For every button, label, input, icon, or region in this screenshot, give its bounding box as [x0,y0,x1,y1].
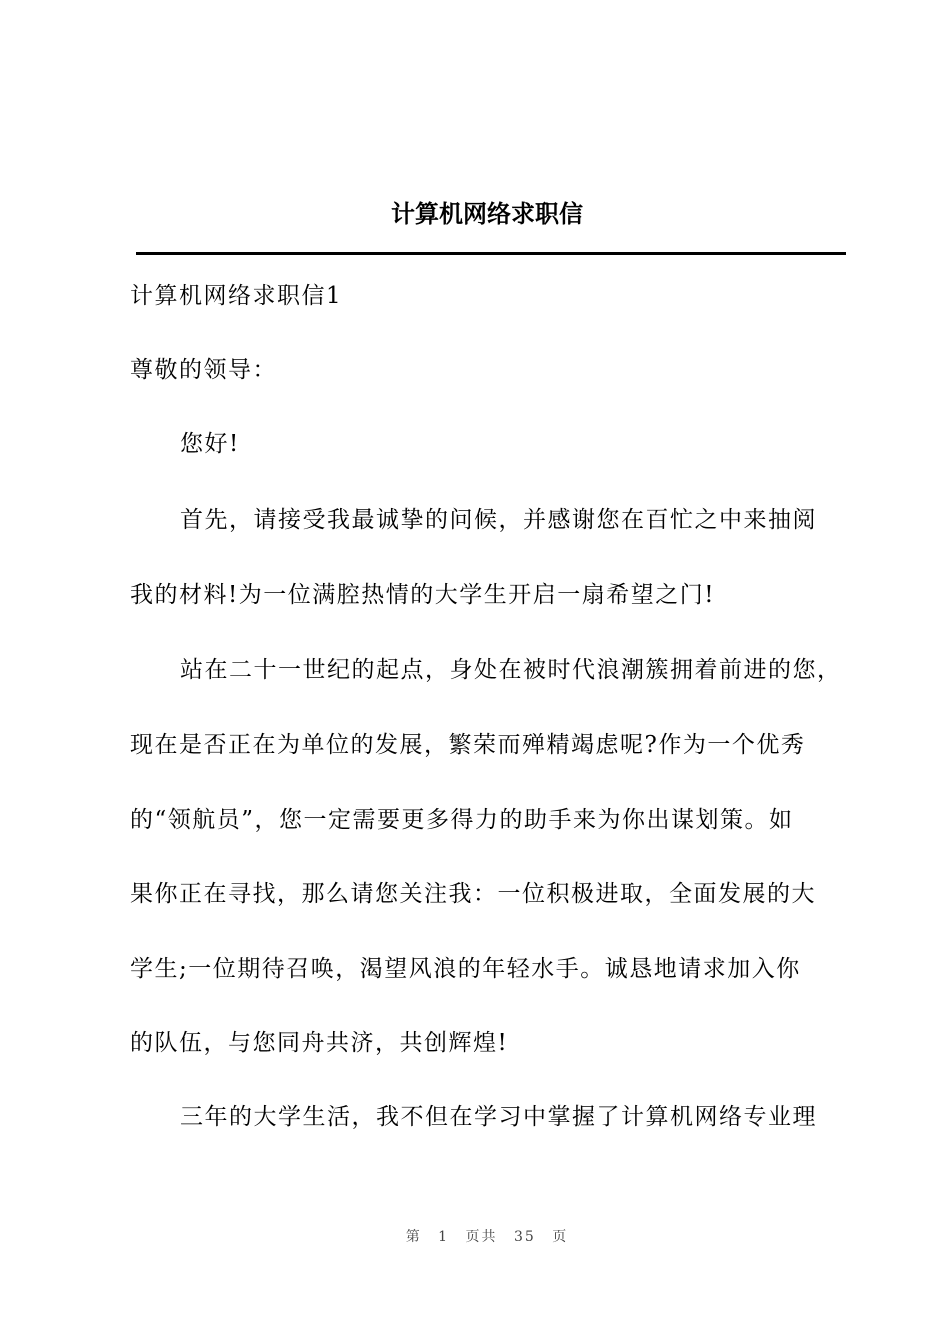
body-line: 站在二十一世纪的起点，身处在被时代浪潮簇拥着前进的您， [180,657,842,683]
body-line: 我的材料!为一位满腔热情的大学生开启一扇希望之门! [130,582,715,608]
greeting: 您好! [180,431,240,457]
body-line: 的“领航员”，您一定需要更多得力的助手来为你出谋划策。如 [130,807,794,833]
body-line: 现在是否正在为单位的发展，繁荣而殚精竭虑呢?作为一个优秀 [130,732,806,758]
body-line: 首先，请接受我最诚挚的问候，并感谢您在百忙之中来抽阅 [180,507,817,533]
page-number-footer: 第 1 页共 35 页 [405,1229,569,1245]
body-line: 学生;一位期待召唤，渴望风浪的年轻水手。诚恳地请求加入你 [130,956,801,982]
title-divider [136,252,846,255]
document-title: 计算机网络求职信 [391,199,583,228]
body-line: 三年的大学生活，我不但在学习中掌握了计算机网络专业理 [180,1104,817,1130]
section-heading: 计算机网络求职信1 [130,283,343,309]
body-line: 果你正在寻找，那么请您关注我：一位积极进取，全面发展的大 [130,881,816,907]
body-line: 的队伍，与您同舟共济，共创辉煌! [130,1030,509,1056]
salutation: 尊敬的领导： [130,357,277,383]
